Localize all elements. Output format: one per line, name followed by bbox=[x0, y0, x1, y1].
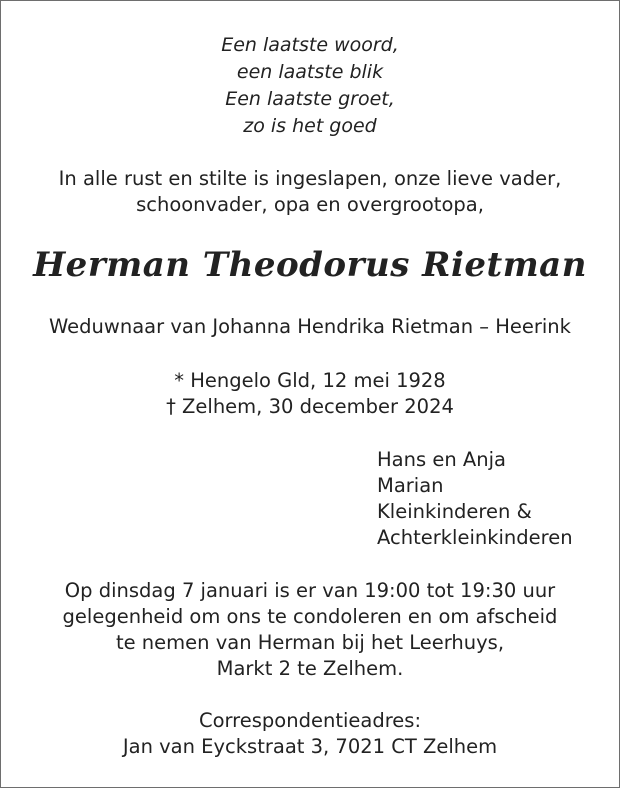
condolence-line-2: gelegenheid om ons te condoleren en om afscheid bbox=[62, 605, 558, 628]
birth-line: * Hengelo Gld, 12 mei 1928 bbox=[174, 369, 446, 392]
family-line-3: Kleinkinderen & bbox=[377, 500, 532, 523]
death-line: † Zelhem, 30 december 2024 bbox=[166, 395, 454, 418]
poem-line-2: een laatste blik bbox=[236, 61, 384, 83]
spouse-line: Weduwnaar van Johanna Hendrika Rietman – Heerink bbox=[49, 315, 571, 338]
family-line-2: Marian bbox=[377, 474, 444, 497]
intro-line-1: In alle rust en stilte is ingeslapen, onze lieve vader, bbox=[58, 167, 562, 190]
poem-line-1: Een laatste woord, bbox=[221, 34, 399, 56]
correspondence-label: Correspondentieadres: bbox=[198, 709, 422, 732]
intro-line-2: schoonvader, opa en overgrootopa, bbox=[136, 193, 484, 216]
family-line-4: Achterkleinkinderen bbox=[377, 526, 573, 549]
condolence-line-3: te nemen van Herman bij het Leerhuys, bbox=[115, 631, 505, 654]
condolence-line-4: Markt 2 te Zelhem. bbox=[216, 657, 404, 680]
correspondence-address: Jan van Eyckstraat 3, 7021 CT Zelhem bbox=[122, 735, 498, 758]
deceased-name: Herman Theodorus Rietman bbox=[33, 245, 587, 285]
condolence-line-1: Op dinsdag 7 januari is er van 19:00 tot 19:30 uur bbox=[64, 579, 556, 602]
poem-line-3: Een laatste groet, bbox=[225, 88, 395, 110]
family-line-1: Hans en Anja bbox=[377, 448, 506, 471]
poem-line-4: zo is het goed bbox=[243, 115, 377, 137]
